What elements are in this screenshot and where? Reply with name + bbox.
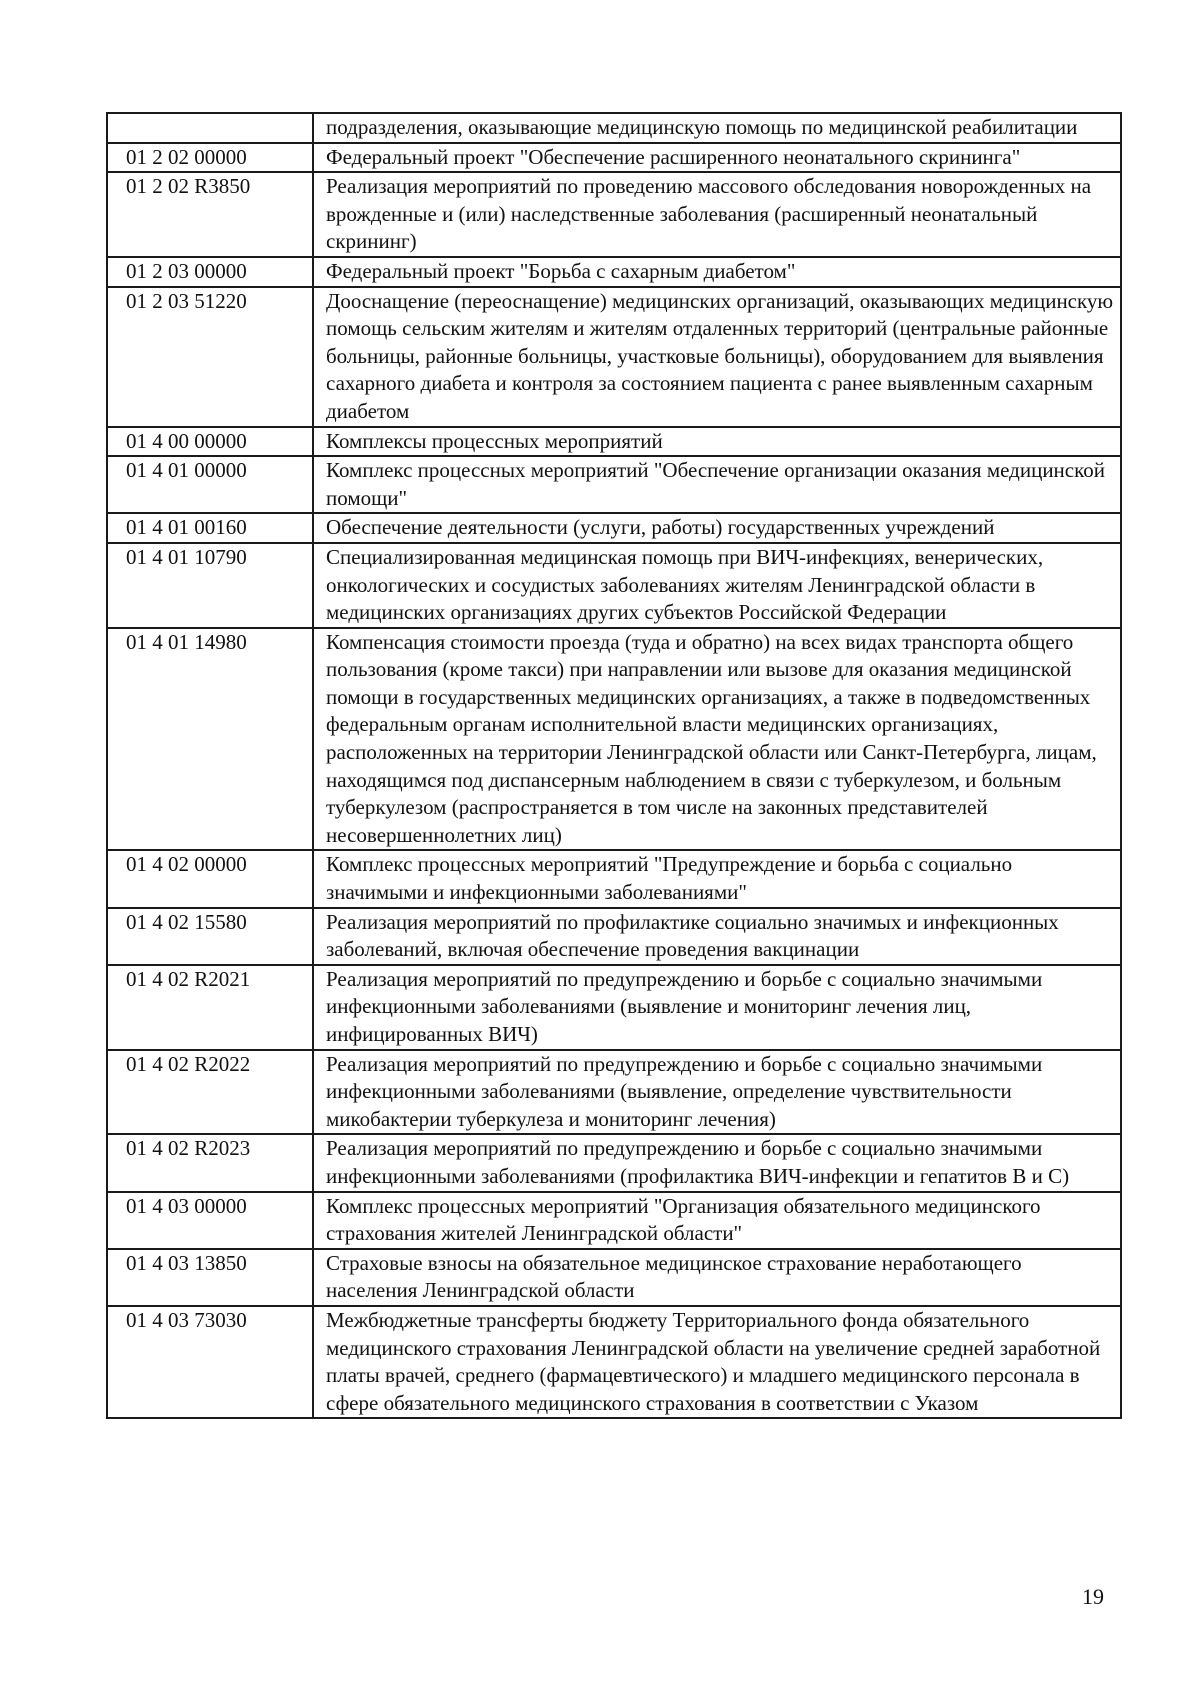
- row-description: Комплекс процессных мероприятий "Организация обязательного медицинского страхования жителей Ленинградской области": [313, 1192, 1121, 1249]
- budget-classification-table: [106, 112, 1122, 1419]
- table-row: [107, 172, 1121, 257]
- table-row: [107, 143, 1121, 173]
- row-code: 01 4 01 10790: [107, 543, 313, 628]
- page-number: 19: [1082, 1584, 1104, 1609]
- row-description: Реализация мероприятий по предупреждению и борьбе с социально значимыми инфекционными заболеваниями (выявление и мониторинг лечения лиц, инфицированных ВИЧ): [313, 965, 1121, 1050]
- row-description: Межбюджетные трансферты бюджету Территориального фонда обязательного медицинского страхования Ленинградской области на увеличение средней заработной платы врачей, среднего (фармацевтического) и младшего медицинского персонала в сфере обязательного медицинского страхования в соответствии с Указом: [313, 1306, 1121, 1418]
- row-description: Федеральный проект "Борьба с сахарным диабетом": [313, 257, 1121, 287]
- row-code: 01 2 03 51220: [107, 287, 313, 427]
- row-description: Обеспечение деятельности (услуги, работы) государственных учреждений: [313, 513, 1121, 543]
- row-description: Реализация мероприятий по предупреждению и борьбе с социально значимыми инфекционными заболеваниями (профилактика ВИЧ-инфекции и гепатитов B и C): [313, 1134, 1121, 1191]
- row-code: 01 2 03 00000: [107, 257, 313, 287]
- row-code: 01 4 02 R2023: [107, 1134, 313, 1191]
- table-row: [107, 850, 1121, 907]
- row-description: Дооснащение (переоснащение) медицинских организаций, оказывающих медицинскую помощь сельским жителям и жителям отдаленных территорий (центральные районные больницы, районные больницы, участковые больницы), оборудованием для выявления сахарного диабета и контроля за состоянием пациента с ранее выявленным сахарным диабетом: [313, 287, 1121, 427]
- row-code: 01 4 02 00000: [107, 850, 313, 907]
- row-code: 01 4 01 00000: [107, 456, 313, 513]
- row-description: Комплекс процессных мероприятий "Предупреждение и борьба с социально значимыми и инфекционными заболеваниями": [313, 850, 1121, 907]
- row-code: 01 4 03 13850: [107, 1249, 313, 1306]
- row-code: 01 2 02 00000: [107, 143, 313, 173]
- row-description: Страховые взносы на обязательное медицинское страхование неработающего населения Ленинградской области: [313, 1249, 1121, 1306]
- row-code: 01 2 02 R3850: [107, 172, 313, 257]
- table-row: [107, 427, 1121, 457]
- row-description: Специализированная медицинская помощь при ВИЧ-инфекциях, венерических, онкологических и сосудистых заболеваниях жителям Ленинградской области в медицинских организациях других субъектов Российской Федерации: [313, 543, 1121, 628]
- table-row: [107, 1134, 1121, 1191]
- row-code: 01 4 00 00000: [107, 427, 313, 457]
- table-row: [107, 628, 1121, 851]
- row-description: Реализация мероприятий по проведению массового обследования новорожденных на врожденные и (или) наследственные заболевания (расширенный неонатальный скрининг): [313, 172, 1121, 257]
- table-row: [107, 513, 1121, 543]
- row-code: 01 4 02 15580: [107, 908, 313, 965]
- table-row: [107, 908, 1121, 965]
- row-code: 01 4 02 R2021: [107, 965, 313, 1050]
- row-code: 01 4 03 73030: [107, 1306, 313, 1418]
- row-code: 01 4 02 R2022: [107, 1050, 313, 1135]
- row-code: 01 4 01 14980: [107, 628, 313, 851]
- table-row: [107, 543, 1121, 628]
- row-description: подразделения, оказывающие медицинскую помощь по медицинской реабилитации: [313, 113, 1121, 143]
- row-description: Реализация мероприятий по профилактике социально значимых и инфекционных заболеваний, включая обеспечение проведения вакцинации: [313, 908, 1121, 965]
- row-code: 01 4 01 00160: [107, 513, 313, 543]
- row-code: [107, 113, 313, 143]
- table-row: [107, 287, 1121, 427]
- row-description: Компенсация стоимости проезда (туда и обратно) на всех видах транспорта общего пользования (кроме такси) при направлении или вызове для оказания медицинской помощи в государственных медицинских организациях, а также в подведомственных федеральным органам исполнительной власти медицинских организациях, расположенных на территории Ленинградской области или Санкт-Петербурга, лицам, находящимся под диспансерным наблюдением в связи с туберкулезом, и больным туберкулезом (распространяется в том числе на законных представителей несовершеннолетних лиц): [313, 628, 1121, 851]
- row-code: 01 4 03 00000: [107, 1192, 313, 1249]
- table-row: [107, 113, 1121, 143]
- table-row: [107, 1192, 1121, 1249]
- row-description: Комплекс процессных мероприятий "Обеспечение организации оказания медицинской помощи": [313, 456, 1121, 513]
- table-row: [107, 965, 1121, 1050]
- row-description: Комплексы процессных мероприятий: [313, 427, 1121, 457]
- table-row: [107, 257, 1121, 287]
- row-description: Федеральный проект "Обеспечение расширенного неонатального скрининга": [313, 143, 1121, 173]
- row-description: Реализация мероприятий по предупреждению и борьбе с социально значимыми инфекционными заболеваниями (выявление, определение чувствительности микобактерии туберкулеза и мониторинг лечения): [313, 1050, 1121, 1135]
- table-row: [107, 1306, 1121, 1418]
- table-row: [107, 1050, 1121, 1135]
- table-row: [107, 456, 1121, 513]
- table-row: [107, 1249, 1121, 1306]
